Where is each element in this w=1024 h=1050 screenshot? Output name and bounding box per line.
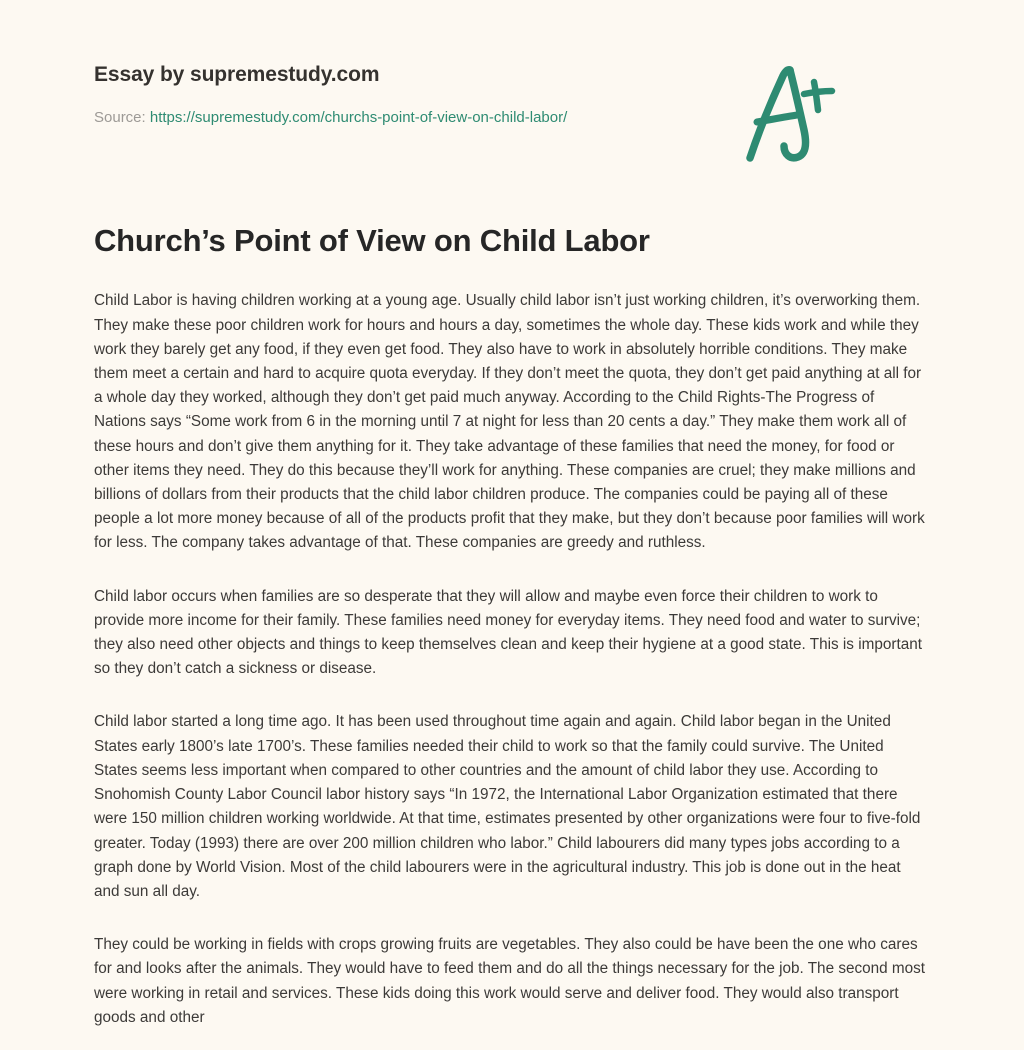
- paragraph: They could be working in fields with crops growing fruits are vegetables. They also could be have been the one who cares for and looks after the animals. They would have to feed them and do all the things necessary for the job. The second most were working in retail and services. These kids doing this work would serve and deliver food. They would also transport goods and other: [94, 936, 926, 1026]
- page-title: Church’s Point of View on Child Labor: [94, 222, 650, 258]
- paragraph: Child labor started a long time ago. It has been used throughout time again and again. Child labor began in the United States early 1800’s late 1700’s. These families needed their child to work so that the family could survive. The United States seems less important when compared to other countries and the amount of child labor they use. According to Snohomish County Labor Council labor history says “In 1972, the International Labor Organization estimated that there were 150 million children working worldwide. At that time, estimates presented by other organizations were four to five-fold greater. Today (1993) there are over 200 million children who labor.” Child labourers did many types jobs according to a graph done by World Vision. Most of the child labourers were in the agricultural industry. This job is done out in the heat and sun all day.: [94, 713, 921, 900]
- paragraph: Child Labor is having children working at a young age. Usually child labor isn’t just working children, it’s overworking them. They make these poor children work for hours and hours a day, sometimes the whole day. These kids work and while they work they barely get any food, if they even get food. They also have to work in absolutely horrible conditions. They make them meet a certain and hard to acquire quota everyday. If they don’t meet the quota, they don’t get paid anything at all for a whole day they worked, although they don’t get paid much anyway. According to the Child Rights-The Progress of Nations says “Some work from 6 in the morning until 7 at night for less than 20 cents a day.” They make them work all of these hours and don’t give them anything for it. They take advantage of these families that need the money, for food or other items they need. They do this because they’ll work for anything. These companies are cruel; they make millions and billions of dollars from their products that the child labor children produce. The companies could be paying all of these people a lot more money because of all of the products profit that they make, but they don’t because poor families will work for less. The company takes advantage of that. These companies are greedy and ruthless.: [94, 292, 925, 552]
- source-url-link[interactable]: https://supremestudy.com/churchs-point-of-view-on-child-labor/: [149, 109, 568, 127]
- a-plus-logo-icon: [740, 60, 836, 164]
- page-header: [94, 0, 930, 128]
- essay-body: [94, 260, 930, 1029]
- essay-byline: Essay by supremestudy.com: [94, 63, 380, 86]
- source-label: Source:: [94, 109, 146, 127]
- paragraph: Child labor occurs when families are so desperate that they will allow and maybe even force their children to work to provide more income for their family. These families need money for everyday items. They need food and water to survive; they also need other objects and things to keep themselves clean and keep their hygiene at a good state. This is important so they don’t catch a sickness or disease.: [94, 587, 922, 678]
